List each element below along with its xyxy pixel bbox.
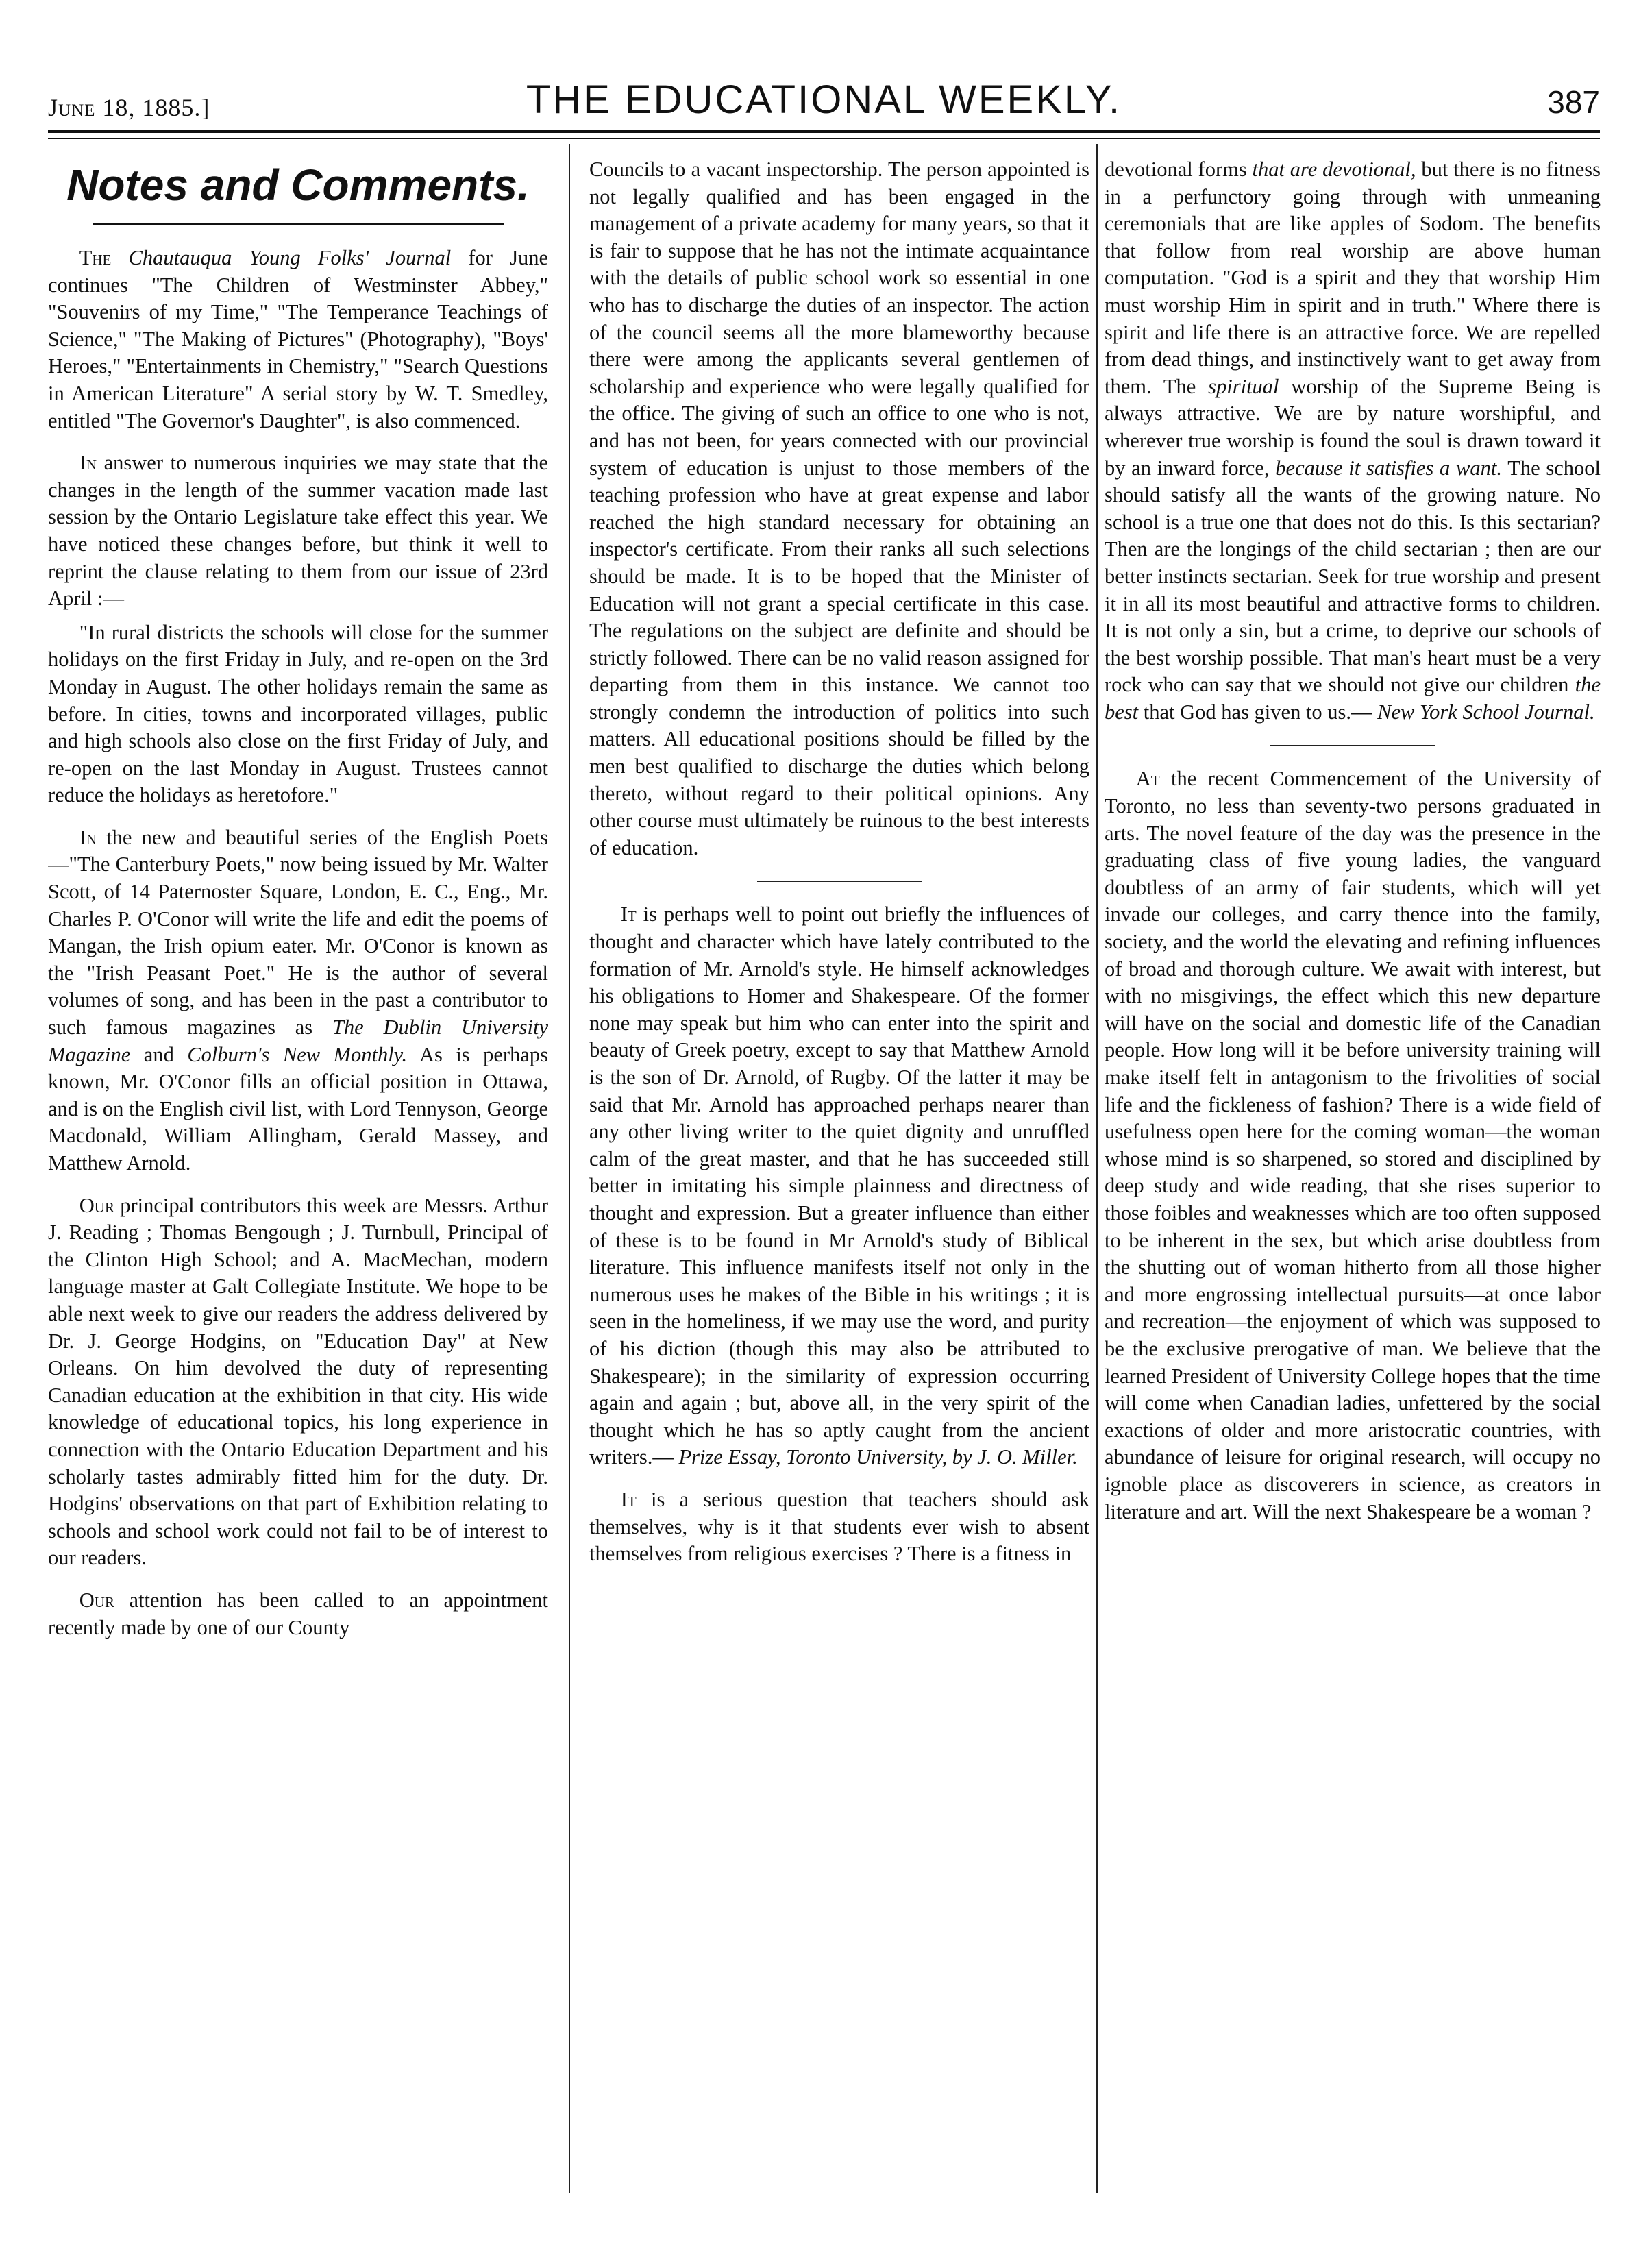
paragraph-text: is perhaps well to point out briefly the influences of thought and character which have lately contributed to the formation of Mr. Arnold's style. He himself acknowledges his obligations to Homer and Shakespeare. Of the former none may speak but him who can enter into the spirit and beauty of Greek poetry, except to say that Matthew Arnold is the son of Dr. Arnold, of Rugby. Of the latter it may be said that Mr. Arnold has approached perhaps nearer than any other living writer to the quiet dignity and unruffled calm of the great master, and that he has succeeded still better in imitating his simple plainness and directness of thought and expression. But a greater influence than either of these is to be found in Mr Arnold's study of Biblical literature. This influence manifests itself not only in the numerous uses he makes of the Bible in his writings ; it is seen in the homeliness, if we may use the word, and purity of his diction (though this may also be attributed to Shakespeare); in the similarity of expression occurring again and again ; but, above all, in the very spirit of the thought which he has so aptly caught from the ancient writers.— — [589, 903, 1089, 1469]
column-3 — [1105, 156, 1601, 2219]
lead-word: In — [79, 451, 97, 475]
note-arnold-style — [589, 901, 1089, 1471]
article-separator — [757, 881, 922, 882]
journal-title: Chautauqua Young Folks' Journal — [128, 246, 452, 269]
paragraph-text: answer to numerous inquiries we may state that the changes in the length of the summer vacation made last session by the Ontario Legislature take effect this year. We have noticed these changes before, but think it well to reprint the clause relating to them from our issue of 23rd April :— — [48, 451, 548, 611]
lead-word: Our — [79, 1193, 114, 1217]
paragraph-text: and — [143, 1042, 174, 1066]
emphasis-text: because it satisfies a want. — [1275, 456, 1502, 480]
publication-title: THE EDUCATIONAL WEEKLY. — [526, 77, 1122, 122]
paragraph-text: but there is no fitness in a perfunctory going through with unmeaning ceremonials that are like apples of Sodom. The benefits that follow from real worship are above human computation. "God is a spirit and they that worship Him must worship Him in spirit and in truth." Where there is spirit and life there is an attractive force. We are repelled from dead things, and instinctively want to get away from them. The — [1105, 158, 1601, 398]
page-number: 387 — [1547, 84, 1600, 120]
paragraph-text: the new and beautiful series of the English Poets—"The Canterbury Poets," now being issued by Mr. Walter Scott, of 14 Paternoster Square, London, E. C., Eng., Mr. Charles P. O'Conor will write the life and edit the poems of Mangan, the Irish opium eater. Mr. O'Conor is known as the "Irish Peasant Poet." He is the author of several volumes of song, and has been in the past a contributor to such famous magazines as — [48, 825, 548, 1040]
lead-word: At — [1135, 767, 1160, 791]
note-toronto-commencement — [1105, 765, 1601, 1525]
note-inspectorship-cont: Councils to a vacant inspectorship. The person appointed is not legally qualified and has been engaged in the management of a private academy for many years, so that it is fair to suppose that he has not the intimate acquaintance with the details of public school work so essential in one who has to discharge the duties of an inspector. The action of the council seems all the more blameworthy because there were among the applicants several gentlemen of scholarship and experience who were legally qualified for the office. The giving of such an office to one who is not, and has not been, for years connected with our provincial system of education is unjust to those members of the teaching profession who have at great expense and labor reached the high standard necessary for obtaining an inspector's certificate. From their ranks all such selections should be made. It is to be hoped that the Minister of Education will not grant a special certificate in this case. The regulations on the subject are definite and should be strictly followed. There can be no valid reason assigned for departing from them in this instance. We cannot too strongly condemn the introduction of politics into such matters. All educational positions should be filled by the men best qualified to discharge the duties which belong thereto, without regard to their political opinions. Any other course must ultimately be ruinous to the best interests of education. — [589, 158, 1089, 859]
source-citation: New York School Journal. — [1377, 700, 1595, 724]
header-rule-thin — [48, 138, 1600, 139]
section-title-rule — [93, 223, 504, 225]
emphasis-text: the best — [1105, 673, 1601, 724]
emphasis-text: that are devotional, — [1252, 158, 1416, 181]
column-divider-1 — [569, 144, 570, 2193]
column-1 — [48, 156, 548, 2219]
column-divider-2 — [1096, 144, 1098, 2193]
magazine-title: Colburn's New Monthly. — [187, 1042, 408, 1066]
paragraph-text: is a serious question that teachers should ask themselves, why is it that students ever wish to absent themselves from religious exercises ? There is a fitness in — [589, 1487, 1089, 1566]
paragraph-text: that God has given to us.— — [1143, 700, 1372, 724]
quoted-clause: "In rural districts the schools will close for the summer holidays on the first Friday in July, and re-open on the 3rd Monday in August. The other holidays remain the same as before. In cities, towns and incorporated villages, public and high schools also close on the first Friday of July, and re-open on the last Monday in August. Trustees cannot reduce the holidays as heretofore." — [48, 620, 548, 807]
lead-word: In — [79, 825, 97, 849]
note-inspectorship-start — [48, 1587, 548, 1641]
lead-word: It — [620, 1487, 637, 1511]
paragraph-text: worship of the Supreme Being is always attractive. We are by nature worshipful, and wherever true worship is found the soul is drawn toward it by an inward force, — [1105, 374, 1601, 480]
article-separator — [1270, 745, 1435, 746]
magazine-title: The Dublin University Magazine — [48, 1016, 548, 1066]
note-vacation — [48, 450, 548, 613]
header-rule-thick — [48, 130, 1600, 133]
lead-word: Our — [79, 1588, 114, 1612]
paragraph-text: principal contributors this week are Messrs. Arthur J. Reading ; Thomas Bengough ; J. Turnbull, Principal of the Clinton High School; and A. MacMechan, modern language master at Galt Collegiate Institute. We hope to be able next week to give our readers the address delivered by Dr. J. George Hodgins, on "Education Day" at New Orleans. On him devolved the duty of representing Canadian education at the exhibition in that city. His wide knowledge of educational topics, his long experience in connection with the Ontario Education Department and his scholarly tastes admirably fitted him for the duty. Dr. Hodgins' observations on that part of Exhibition relating to schools and school work could not fail to be of interest to our readers. — [48, 1193, 548, 1570]
paragraph-text: devotional forms — [1105, 158, 1247, 181]
source-citation: Prize Essay, Toronto University, by J. O. Miller. — [678, 1445, 1078, 1469]
issue-date: June 18, 1885.] — [48, 94, 210, 121]
note-canterbury-poets — [48, 824, 548, 1177]
column-2 — [589, 156, 1089, 2219]
paragraph-text: the recent Commencement of the University of Toronto, no less than seventy-two persons graduated in arts. The novel feature of the day was the presence in the graduating class of five young ladies, the vanguard doubtless of an army of fair students, which will yet invade our colleges, and carry thence into the family, society, and the world the elevating and refining influences of broad and thorough culture. We await with interest, but with no misgivings, the effect which this new departure will have on the social and domestic life of the Canadian people. How long will it be before university training will make itself felt in antagonism to the frivolities of social life and the fickleness of fashion? There is a wide field of usefulness open here for the coming woman—the woman whose mind is so sharpened, so stored and disciplined by deep study and wide reading, that she rises superior to those foibles and weaknesses which are too often supposed to be inherent in the sex, but which arise doubtless from the shutting out of woman hitherto from all those higher and more engrossing intellectual pursuits—at once labor and recreation—the enjoyment of which was supposed to be the exclusive prerogative of man. We believe that the learned President of University College hopes that the time will come when Canadian ladies, unfettered by the social exactions of older and more aristocratic countries, with abundance of leisure for original research, will occupy no ignoble place as discoverers in science, as creators in literature and art. Will the next Shakespeare be a woman ? — [1105, 767, 1601, 1523]
lead-word: The — [79, 246, 112, 269]
paragraph-text: The school should satisfy all the wants of the growing nature. No school is a true one that does not do this. Is this sectarian? Then are the longings of the child sectarian ; then are our better instincts sectarian. Seek for true worship and present it in all its most beautiful and attractive forms to children. It is not only a sin, but a crime, to deprive our schools of the best worship possible. That man's heart must be a very rock who can say that we should not give our children — [1105, 456, 1601, 697]
note-chautauqua — [48, 245, 548, 434]
section-title: Notes and Comments. — [66, 160, 530, 210]
note-contributors — [48, 1192, 548, 1572]
paragraph-text: for June continues "The Children of Westminster Abbey," "Souvenirs of my Time," "The Temperance Teachings of Science," "The Making of Pictures" (Photography), "Boys' Heroes," "Entertainments in Chemistry," "Search Questions in American Literature" A serial story by W. T. Smedley, entitled "The Governor's Daughter", is also commenced. — [48, 246, 548, 432]
paragraph-text: As is perhaps known, Mr. O'Conor fills an official position in Ottawa, and is on the English civil list, with Lord Tennyson, George Macdonald, William Allingham, Gerald Massey, and Matthew Arnold. — [48, 1042, 548, 1175]
page-header — [48, 77, 1600, 126]
lead-word: It — [620, 903, 637, 926]
note-worship-cont — [1105, 156, 1601, 726]
note-religious-exercises — [589, 1486, 1089, 1568]
paragraph-text: attention has been called to an appointment recently made by one of our County — [48, 1588, 548, 1639]
emphasis-text: spiritual — [1208, 374, 1279, 398]
